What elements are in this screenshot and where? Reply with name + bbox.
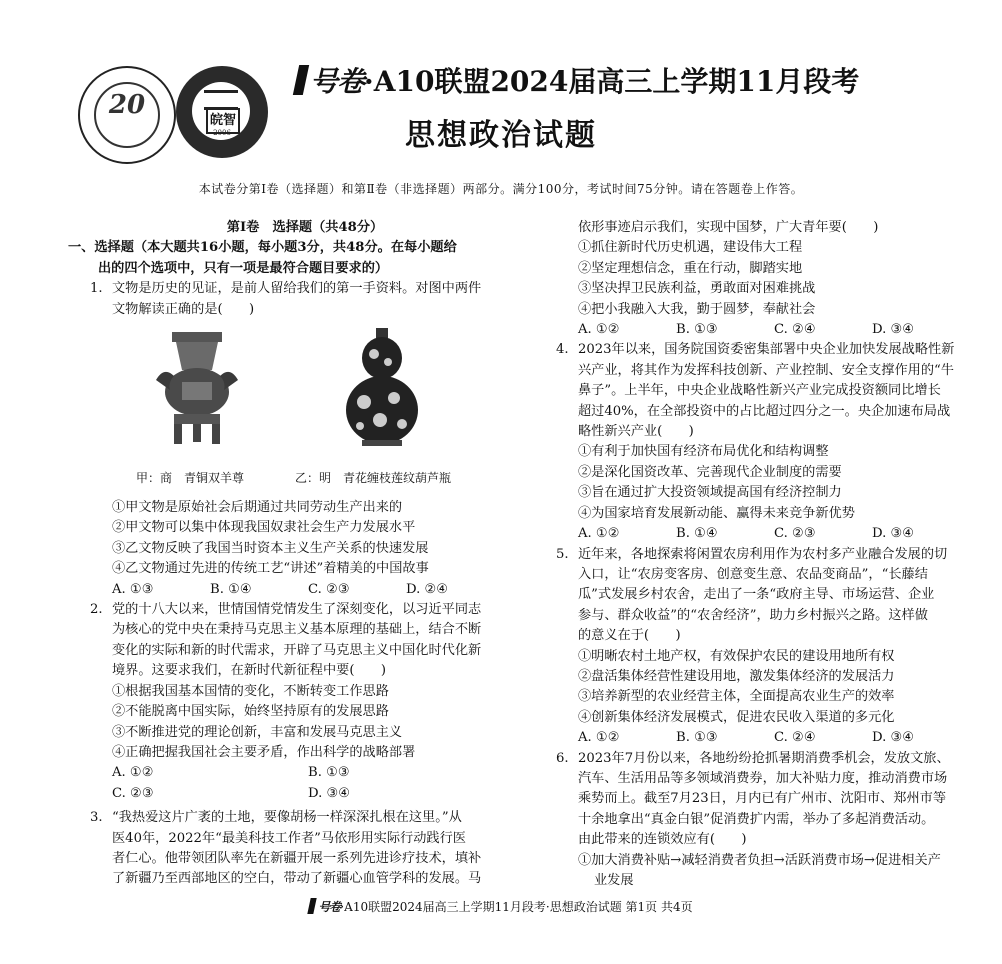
question-stem-line: 近年来，各地探索将闲置农房利用作为农村多产业融合发展的切 [578,546,948,562]
question-stem-line: 略性新兴产业( ) [578,424,694,440]
option-a[interactable]: A. ①② [578,526,620,542]
answer-statement: ④乙文物通过先进的传统工艺“讲述”着精美的中国故事 [112,561,429,577]
question-stem-line: 超过40%，在全部投资中的占比超过四分之一。央企加速布局战 [578,403,951,419]
question-stem-line: 变化的实际和新的时代需求，开辟了马克思主义中国化时代化新 [112,642,482,658]
wanzhi-logo-center: 皖智 [206,108,240,134]
question-stem-line: 的意义在于( ) [578,628,681,644]
answer-statement: ①甲文物是原始社会后期通过共同劳动生产出来的 [112,500,403,516]
question-stem-line: 境界。这要求我们，在新时代新征程中要( ) [112,663,387,679]
question-stem-line: 党的十八大以来，世情国情党情发生了深刻变化，以习近平同志 [112,602,482,618]
exam-title-text: ·A10联盟2024届高三上学期11月段考 [364,65,860,98]
answer-statement: ②甲文物可以集中体现我国奴隶社会生产力发展水平 [112,520,416,536]
option-b[interactable]: B. ①③ [308,765,350,781]
answer-statement: ①根据我国基本国情的变化，不断转变工作思路 [112,683,389,699]
footer-brand-mark: 号卷 [318,900,341,914]
option-c[interactable]: C. ②③ [112,785,154,801]
option-a[interactable]: A. ①② [578,730,620,746]
wanzhi-logo-year: 2006 [213,129,231,137]
answer-statement: ④把小我融入大我，勤于圆梦，奉献社会 [578,301,816,317]
question-stem-line: 依形事迹启示我们，实现中国梦，广大青年要( ) [578,220,879,235]
question-stem-line: 汽车、生活用品等多领域消费券，加大补贴力度，推动消费市场 [578,770,948,786]
question-4 [556,340,976,544]
question-5 [556,545,976,749]
answer-statement: ④创新集体经济发展模式，促进农民收入渠道的多元化 [578,709,895,725]
question-stem-line: 十余地拿出“真金白银”促消费扩内需，举办了多起消费活动。 [578,811,935,827]
answer-options [556,524,976,544]
answer-statement: ②盘活集体经营性建设用地，激发集体经济的发展活力 [578,668,895,684]
option-a[interactable]: A. ①② [578,322,620,338]
question-stem-line: 2023年以来，国务院国资委密集部署中央企业加快发展战略性新 [578,342,955,358]
question-stem-line: “我热爱这片广袤的土地，要像胡杨一样深深扎根在这里。”从 [112,810,462,826]
question-stem-line: 参与、群众收益”的“农舍经济”，助力乡村振兴之路。这样做 [578,607,928,623]
answer-statement: ②坚定理想信念，重在行动，脚踏实地 [578,260,803,276]
section-instruction-line: 出的四个选项中，只有一项是最符合题目要求的） [98,260,389,276]
footer-text: ·A10联盟2024届高三上学期11月段考·思想政治试题 第1页 共4页 [340,900,693,914]
question-number: 1. [90,281,103,297]
answer-statement: ①有利于加快国有经济布局优化和结构调整 [578,444,829,460]
option-b[interactable]: B. ①③ [676,730,718,746]
question-stem-line: 2023年7月份以来，各地纷纷抢抓暑期消费季机会，发放文旅、 [578,750,950,766]
answer-statement: ④为国家培育发展新动能、赢得未来竞争新优势 [578,505,855,521]
exam-title [296,60,896,100]
question-stem-line: 乘势而上。截至7月23日，月内已有广州市、沈阳市、郑州市等 [578,791,947,807]
brand-stroke-icon [308,898,317,914]
artifact-figures [90,320,520,498]
figure-caption-a: 甲：商 青铜双羊尊 [136,471,245,486]
answer-options [556,728,976,748]
question-1 [90,279,520,600]
option-d[interactable]: D. ③④ [872,322,915,338]
question-number: 6. [556,750,569,766]
option-a[interactable]: A. ①② [112,765,154,781]
answer-statement: ④正确把握我国社会主要矛盾，作出科学的战略部署 [112,744,416,760]
question-stem-line: 瓜”式发展乡村农舍，走出了一条“政府主导、市场运营、企业 [578,587,935,603]
option-b[interactable]: B. ①④ [676,526,718,542]
question-2 [90,600,520,804]
brand-mark: 号卷 [310,65,365,98]
answer-statement: ③培养新型的农业经营主体，全面提高农业生产的效率 [578,689,895,705]
answer-statement-continued: 业发展 [594,873,634,888]
answer-statement: ③乙文物反映了我国当时资本主义生产关系的快速发展 [112,540,429,556]
option-d[interactable]: D. ③④ [872,526,915,542]
page-footer [0,898,1002,915]
question-3 [90,808,520,890]
answer-statement: ③不断推进党的理论创新，丰富和发展马克思主义 [112,724,403,740]
question-stem-line: 医40年，2022年“最美科技工作者”马依形用实际行动践行医 [112,830,466,846]
answer-statement: ①明晰农村土地产权，有效保护农民的建设用地所有权 [578,648,895,664]
question-stem-line: 者仁心。他带领团队率先在新疆开展一系列先进诊疗技术，填补 [112,850,482,866]
answer-statement: ②是深化国资改革、完善现代企业制度的需要 [578,464,842,480]
left-column [68,218,520,890]
figure-caption-b: 乙：明 青花缠枝莲纹葫芦瓶 [295,471,452,486]
answer-options [90,763,520,783]
answer-options [90,784,520,804]
question-number: 2. [90,602,103,618]
question-stem-line: 入口，让“农房变客房、创意变生意、农品变商品”，“长藤结 [578,566,928,582]
answer-options [90,580,520,600]
question-stem-line: 为核心的党中央在秉持马克思主义基本原理的基础上，结合不断 [112,622,482,638]
question-number: 5. [556,546,569,562]
section-heading: 第Ⅰ卷 选择题（共48分） [226,220,384,235]
question-stem-line: 由此带来的连锁效应有( ) [578,832,747,848]
option-b[interactable]: B. ①④ [210,581,252,597]
question-stem-line: 兴产业，将其作为发挥科技创新、产业控制、安全支撑作用的“牛 [578,362,954,378]
option-a[interactable]: A. ①③ [112,581,154,597]
option-d[interactable]: D. ③④ [872,730,915,746]
answer-statement: ①抓住新时代历史机遇，建设伟大工程 [578,240,803,256]
question-6 [556,749,976,892]
right-column [556,218,976,891]
brand-stroke-icon [293,65,309,95]
option-d[interactable]: D. ②④ [406,581,449,597]
exam-instructions: 本试卷分第Ⅰ卷（选择题）和第Ⅱ卷（非选择题）两部分。满分100分，考试时间75分钟。请在答题卷上作答。 [198,182,804,196]
section-instruction-line: 一、选择题（本大题共16小题，每小题3分，共48分。在每小题给 [68,240,457,256]
question-number: 4. [556,342,569,358]
option-c[interactable]: C. ②③ [774,526,816,542]
option-c[interactable]: C. ②④ [774,730,816,746]
answer-options [556,320,976,340]
question-stem-line: 了新疆乃至西部地区的空白，带动了新疆心血管学科的发展。马 [112,871,482,887]
blue-white-gourd-vase-image [342,328,422,448]
exam-subject-title: 思想政治试题 [405,118,597,153]
option-b[interactable]: B. ①③ [676,322,718,338]
question-stem-line: 文物解读正确的是( ) [112,301,255,317]
option-c[interactable]: C. ②④ [774,322,816,338]
question-stem-line: 鼻子”。上半年，中央企业战略性新兴产业完成投资额同比增长 [578,383,941,399]
question-stem-line: 文物是历史的见证，是前人留给我们的第一手资料。对图中两件 [112,281,482,297]
option-c[interactable]: C. ②③ [308,581,350,597]
answer-statement: ③旨在通过扩大投资领域提高国有经济控制力 [578,485,842,501]
question-number: 3. [90,810,103,826]
bronze-vessel-image [152,330,242,446]
seal-monogram: 20 [108,90,146,120]
answer-statement: ②不能脱离中国实际，始终坚持原有的发展思路 [112,704,389,720]
answer-statement: ①加大消费补贴→减轻消费者负担→活跃消费市场→促进相关产 [578,852,941,868]
option-d[interactable]: D. ③④ [308,785,351,801]
answer-statement: ③坚决捍卫民族利益，勇敢面对困难挑战 [578,281,816,297]
